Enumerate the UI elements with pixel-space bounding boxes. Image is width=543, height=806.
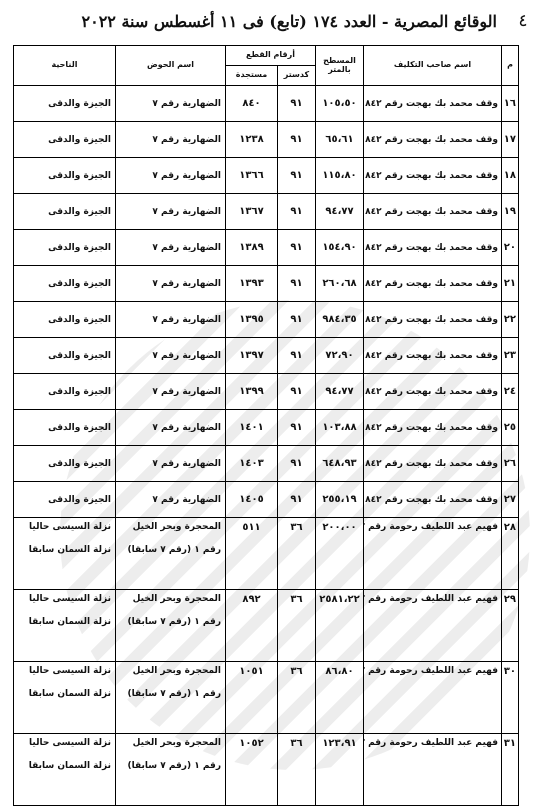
district-cell-text: الجيزة والدقى [48,494,111,505]
basin-cell [116,230,226,266]
row-index-text: ١٨ [503,170,516,181]
new-plot-cell [226,518,278,590]
owner-cell-text: وقف محمد بك بهجت رقم ٨٤٢ [365,422,498,433]
cadastre-cell-text: ٩١ [290,314,303,325]
owner-cell [364,734,502,806]
district-cell-text: نزلة السيسى حاليا [29,738,111,748]
cadastre-cell [278,230,316,266]
district-cell-text: الجيزة والدقى [48,278,111,289]
cadastre-cell-text: ٩١ [290,458,303,469]
basin-cell-text: الضهارية رقم ٧ [152,422,221,433]
table-row [14,662,519,734]
table-row [14,338,519,374]
area-cell-text: ٦٥،٦١ [325,134,354,145]
row-index [502,158,519,194]
cadastre-cell [278,410,316,446]
district-cell [14,734,116,806]
row-index [502,590,519,662]
row-index [502,302,519,338]
table-row [14,446,519,482]
row-index-text: ١٦ [503,98,516,109]
area-cell-text: ٩٤،٧٧ [325,206,354,217]
owner-cell-text: وقف محمد بك بهجت رقم ٨٤٢ [365,386,498,397]
district-cell-text: الجيزة والدقى [48,170,111,181]
new-plot-cell [226,122,278,158]
owner-cell-text: وقف محمد بك بهجت رقم ٨٤٢ [365,350,498,361]
area-cell-text: ٢٥٨١،٢٢ [319,594,360,605]
row-index-text: ٢٧ [503,494,516,505]
owner-cell [364,482,502,518]
col-plots-group-header: أرقام القطع [226,46,316,66]
district-cell [14,338,116,374]
district-cell [14,230,116,266]
basin-cell-line2: رقم ١ (رقم ٧ سابقا) [127,617,221,627]
new-plot-cell-text: ٥١١ [242,522,261,533]
area-cell-text: ٩٤،٧٧ [325,386,354,397]
district-cell-line2: نزلة السمان سابقا [28,617,111,627]
page-number: ٤ [518,11,528,31]
district-cell [14,302,116,338]
row-index-text: ٢٩ [503,594,516,605]
basin-cell-text: الضهارية رقم ٧ [152,386,221,397]
basin-cell-text: الضهارية رقم ٧ [152,494,221,505]
area-cell [316,158,364,194]
basin-cell [116,410,226,446]
table-row [14,86,519,122]
row-index [502,734,519,806]
owner-cell-text: وقف محمد بك بهجت رقم ٨٤٢ [365,134,498,145]
cadastre-cell-text: ٩١ [290,422,303,433]
owner-cell-text: وقف محمد بك بهجت رقم ٨٤٢ [365,206,498,217]
district-cell-text: نزلة السيسى حاليا [29,522,111,532]
basin-cell [116,122,226,158]
col-basin-header: اسم الحوض [116,46,226,86]
area-cell-text: ٢٦٠،٦٨ [322,278,357,289]
new-plot-cell [226,374,278,410]
table-row [14,410,519,446]
cadastre-cell [278,446,316,482]
district-cell-text: الجيزة والدقى [48,134,111,145]
basin-cell-text: الضهارية رقم ٧ [152,242,221,253]
area-cell-text: ١٠٣،٨٨ [322,422,357,433]
area-cell [316,86,364,122]
table-body [14,86,519,806]
district-cell [14,410,116,446]
owner-cell-text: فهيم عبد اللطيف رحومة رقم [368,522,498,532]
new-plot-cell [226,410,278,446]
area-cell-text: ٢٥٥،١٩ [322,494,357,505]
row-index-text: ١٩ [503,206,516,217]
row-index [502,194,519,230]
owner-cell [364,446,502,482]
area-cell [316,590,364,662]
district-cell-text: الجيزة والدقى [48,422,111,433]
basin-cell-text: الضهارية رقم ٧ [152,206,221,217]
new-plot-cell-text: ١٤٠٣ [239,458,264,469]
owner-cell [364,158,502,194]
row-index [502,374,519,410]
district-cell-text: الجيزة والدقى [48,98,111,109]
cadastre-cell [278,662,316,734]
district-cell-text: الجيزة والدقى [48,458,111,469]
owner-cell-text: وقف محمد بك بهجت رقم ٨٤٢ [365,458,498,469]
basin-cell-text: الضهارية رقم ٧ [152,314,221,325]
owner-cell-text: وقف محمد بك بهجت رقم ٨٤٢ [365,242,498,253]
cadastre-cell-text: ٣٦ [290,594,303,605]
cadastre-cell [278,734,316,806]
new-plot-cell [226,266,278,302]
district-cell [14,518,116,590]
area-cell-text: ٨٦،٨٠ [325,666,354,677]
land-register-table [13,45,519,806]
new-plot-cell-text: ١٠٥٢ [239,738,264,749]
cadastre-cell [278,122,316,158]
area-cell [316,338,364,374]
new-plot-cell-text: ١٣٩٧ [239,350,264,361]
area-cell [316,122,364,158]
area-cell [316,662,364,734]
cadastre-cell [278,86,316,122]
basin-cell [116,734,226,806]
row-index [502,518,519,590]
new-plot-cell-text: ١٣٩٣ [239,278,264,289]
district-cell [14,194,116,230]
basin-cell-line2: رقم ١ (رقم ٧ سابقا) [127,761,221,771]
owner-cell [364,194,502,230]
district-cell [14,266,116,302]
row-index-text: ٢١ [503,278,516,289]
district-cell [14,158,116,194]
col-new-plot-header: مستجدة [226,66,278,86]
owner-cell-text: فهيم عبد اللطيف رحومة رقم [368,666,498,676]
new-plot-cell-text: ١٤٠٥ [239,494,264,505]
row-index [502,266,519,302]
owner-cell-text: وقف محمد بك بهجت رقم ٨٤٢ [365,314,498,325]
owner-cell [364,302,502,338]
cadastre-cell [278,518,316,590]
table-row [14,518,519,590]
district-cell-text: الجيزة والدقى [48,350,111,361]
owner-cell [364,518,502,590]
basin-cell [116,662,226,734]
row-index-text: ٣١ [503,738,516,749]
cadastre-cell-text: ٩١ [290,494,303,505]
row-index-text: ٢٥ [503,422,516,433]
col-owner-header: اسم صاحب التكليف [364,46,502,86]
table-row [14,374,519,410]
district-cell-line2: نزلة السمان سابقا [28,545,111,555]
district-cell-text: نزلة السيسى حاليا [29,666,111,676]
owner-cell-text: وقف محمد بك بهجت رقم ٨٤٢ [365,170,498,181]
area-cell [316,374,364,410]
basin-cell-line2: رقم ١ (رقم ٧ سابقا) [127,689,221,699]
owner-cell [364,230,502,266]
cadastre-cell-text: ٩١ [290,98,303,109]
cadastre-cell [278,590,316,662]
table-row [14,266,519,302]
table-row [14,122,519,158]
row-index-text: ٢٠ [503,242,516,253]
district-cell-text: الجيزة والدقى [48,242,111,253]
cadastre-cell-text: ٩١ [290,278,303,289]
new-plot-cell-text: ١٣٦٦ [239,170,264,181]
table-row [14,230,519,266]
new-plot-cell [226,230,278,266]
owner-cell [364,590,502,662]
owner-cell [364,410,502,446]
new-plot-cell [226,734,278,806]
district-cell [14,374,116,410]
area-cell-text: ١١٥،٨٠ [322,170,357,181]
district-cell [14,122,116,158]
owner-cell [364,86,502,122]
district-cell [14,446,116,482]
cadastre-cell [278,266,316,302]
col-cadastre-header: كدستر [278,66,316,86]
table-row [14,482,519,518]
row-index-text: ٢٣ [503,350,516,361]
basin-cell [116,86,226,122]
row-index [502,446,519,482]
row-index [502,230,519,266]
new-plot-cell [226,482,278,518]
row-index [502,86,519,122]
new-plot-cell-text: ٨٤٠ [242,98,261,109]
basin-cell [116,518,226,590]
table-row [14,194,519,230]
owner-cell-text: وقف محمد بك بهجت رقم ٨٤٢ [365,494,498,505]
area-cell-text: ٦٤٨،٩٣ [322,458,357,469]
new-plot-cell [226,338,278,374]
basin-cell-text: المحجرة وبحر الخيل [132,594,221,604]
area-cell-text: ٢٠٠،٠٠ [322,522,357,533]
cadastre-cell [278,158,316,194]
basin-cell-text: الضهارية رقم ٧ [152,170,221,181]
basin-cell-text: المحجرة وبحر الخيل [132,738,221,748]
district-cell-text: الجيزة والدقى [48,314,111,325]
table-row [14,590,519,662]
table-row [14,158,519,194]
area-cell [316,410,364,446]
page-header [0,8,543,34]
row-index-text: ٢٤ [503,386,516,397]
owner-cell-text: وقف محمد بك بهجت رقم ٨٤٢ [365,98,498,109]
row-index-text: ٢٢ [503,314,516,325]
owner-cell-text: فهيم عبد اللطيف رحومة رقم [368,594,498,604]
new-plot-cell [226,590,278,662]
area-cell [316,734,364,806]
col-district-header: الناحية [14,46,116,86]
area-cell-text: ١٥٤،٩٠ [322,242,357,253]
cadastre-cell-text: ٩١ [290,242,303,253]
district-cell [14,590,116,662]
new-plot-cell-text: ٨٩٢ [242,594,261,605]
basin-cell [116,266,226,302]
cadastre-cell-text: ٩١ [290,134,303,145]
owner-cell [364,662,502,734]
row-index [502,338,519,374]
owner-cell [364,266,502,302]
area-cell-text: ٩٨٤،٣٥ [322,314,357,325]
district-cell [14,482,116,518]
basin-cell-text: الضهارية رقم ٧ [152,134,221,145]
area-cell-text: ١٢٣،٩١ [322,738,357,749]
district-cell-text: الجيزة والدقى [48,206,111,217]
new-plot-cell [226,194,278,230]
basin-cell [116,446,226,482]
area-cell [316,518,364,590]
cadastre-cell [278,302,316,338]
basin-cell-line2: رقم ١ (رقم ٧ سابقا) [127,545,221,555]
new-plot-cell [226,446,278,482]
basin-cell-text: الضهارية رقم ٧ [152,278,221,289]
basin-cell-text: المحجرة وبحر الخيل [132,666,221,676]
row-index [502,662,519,734]
new-plot-cell-text: ١٠٥١ [239,666,264,677]
basin-cell [116,590,226,662]
table-row [14,302,519,338]
cadastre-cell [278,194,316,230]
basin-cell-text: الضهارية رقم ٧ [152,98,221,109]
new-plot-cell-text: ١٣٦٧ [239,206,264,217]
cadastre-cell [278,374,316,410]
col-area-header: المسطح بالمتر [316,46,364,86]
district-cell-text: نزلة السيسى حاليا [29,594,111,604]
basin-cell-text: الضهارية رقم ٧ [152,350,221,361]
new-plot-cell-text: ١٢٣٨ [239,134,264,145]
basin-cell [116,302,226,338]
area-cell [316,266,364,302]
row-index-text: ٢٦ [503,458,516,469]
cadastre-cell-text: ٩١ [290,206,303,217]
cadastre-cell-text: ٩١ [290,350,303,361]
row-index [502,482,519,518]
owner-cell-text: فهيم عبد اللطيف رحومة رقم [368,738,498,748]
cadastre-cell [278,482,316,518]
new-plot-cell-text: ١٤٠١ [239,422,264,433]
cadastre-cell-text: ٩١ [290,170,303,181]
row-index-text: ٣٠ [503,666,516,677]
row-index [502,122,519,158]
cadastre-cell-text: ٩١ [290,386,303,397]
area-cell [316,302,364,338]
table-header [14,46,519,86]
basin-cell [116,158,226,194]
new-plot-cell [226,662,278,734]
cadastre-cell [278,338,316,374]
table-row [14,734,519,806]
new-plot-cell-text: ١٣٨٩ [239,242,264,253]
owner-cell [364,338,502,374]
area-cell [316,230,364,266]
basin-cell [116,482,226,518]
row-index-text: ٢٨ [503,522,516,533]
row-index-text: ١٧ [503,134,516,145]
district-cell-line2: نزلة السمان سابقا [28,761,111,771]
basin-cell [116,338,226,374]
new-plot-cell [226,302,278,338]
new-plot-cell-text: ١٣٩٩ [239,386,264,397]
row-index [502,410,519,446]
district-cell [14,86,116,122]
district-cell [14,662,116,734]
new-plot-cell [226,86,278,122]
area-cell [316,482,364,518]
basin-cell-text: المحجرة وبحر الخيل [132,522,221,532]
area-cell-text: ١٠٥،٥٠ [322,98,357,109]
area-cell-text: ٧٢،٩٠ [325,350,354,361]
owner-cell-text: وقف محمد بك بهجت رقم ٨٤٢ [365,278,498,289]
owner-cell [364,122,502,158]
col-index-header: م [502,46,519,86]
area-cell [316,194,364,230]
cadastre-cell-text: ٣٦ [290,666,303,677]
district-cell-text: الجيزة والدقى [48,386,111,397]
basin-cell-text: الضهارية رقم ٧ [152,458,221,469]
cadastre-cell-text: ٣٦ [290,738,303,749]
new-plot-cell [226,158,278,194]
district-cell-line2: نزلة السمان سابقا [28,689,111,699]
basin-cell [116,194,226,230]
area-cell [316,446,364,482]
owner-cell [364,374,502,410]
new-plot-cell-text: ١٣٩٥ [239,314,264,325]
cadastre-cell-text: ٣٦ [290,522,303,533]
page-title: الوقائع المصرية - العدد ١٧٤ (تابع) فى ١١ أغسطس سنة ٢٠٢٢ [81,11,497,31]
basin-cell [116,374,226,410]
